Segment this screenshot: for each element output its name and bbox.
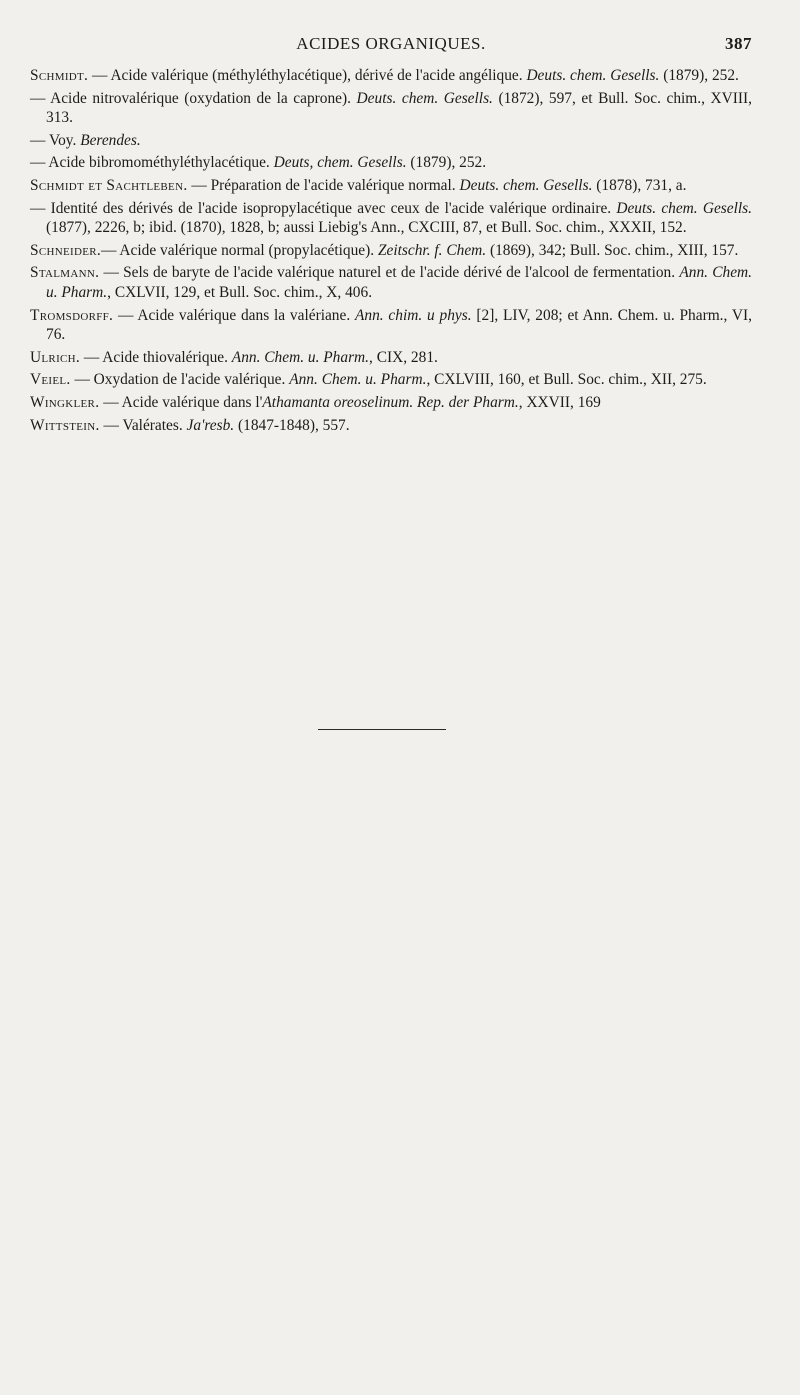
entry-text: — Sels de baryte de l'acide valérique naturel et de l'acide dérivé de l'alcool de fermentation. [99, 264, 680, 282]
entry-text: — Acide nitrovalérique (oxydation de la caprone). [30, 89, 357, 107]
bibliography-entry [30, 131, 752, 151]
page-header [30, 34, 752, 60]
entry-author: Wittstein. [30, 416, 100, 434]
page-number: 387 [725, 34, 752, 53]
bibliography-entry [30, 241, 752, 261]
entry-author: Schmidt et Sachtleben. [30, 176, 188, 194]
entry-reference: Ja'resb. [186, 416, 235, 434]
entry-tail: (1847-1848), 557. [234, 416, 350, 434]
entry-author: Tromsdorff. [30, 306, 114, 324]
entry-tail: (1872), 597, et Bull. Soc. chim., XVIII, 313. [46, 89, 752, 127]
bibliography-entry [30, 66, 752, 86]
entry-reference: Athamanta oreoselinum. Rep. der Pharm. [262, 393, 519, 411]
entry-text: — Voy. [30, 131, 81, 149]
entry-author: Wingkler. [30, 393, 100, 411]
entry-tail: , CXLVIII, 160, et Bull. Soc. chim., XII, 275. [426, 371, 707, 389]
entry-tail: (1869), 342; Bull. Soc. chim., XIII, 157. [486, 241, 739, 259]
entry-reference: Deuts. chem. Gesells. [356, 89, 493, 107]
entry-tail: , CXLVII, 129, et Bull. Soc. chim., X, 406. [107, 283, 373, 301]
entry-reference: Deuts, chem. Gesells. [273, 154, 407, 172]
section-divider [318, 729, 446, 730]
entry-tail: (1879), 252. [406, 154, 487, 172]
entry-reference: Berendes. [80, 131, 141, 149]
bibliography-entry [30, 370, 752, 390]
entry-text: — Identité des dérivés de l'acide isopropylacétique avec ceux de l'acide valérique ordinaire. [30, 199, 617, 217]
entry-author: Veiel. [30, 371, 71, 389]
entry-author: Schneider. [30, 241, 102, 259]
entry-reference: Ann. Chem. u. Pharm. [46, 264, 753, 301]
entry-tail: (1879), 252. [659, 67, 739, 84]
entry-text: — Oxydation de l'acide valérique. [70, 371, 290, 389]
entry-author: Ulrich. [30, 348, 81, 366]
entry-tail: [2], LIV, 208; et Ann. Chem. u. Pharm., VI, 76. [46, 306, 752, 344]
bibliography-entry [30, 393, 752, 413]
entry-text: — Acide valérique (méthyléthylacétique), dérivé de l'acide angélique. [88, 67, 527, 84]
bibliography-entry [30, 89, 752, 128]
entry-text: — Acide bibromométhyléthylacétique. [30, 154, 274, 172]
entry-reference: Deuts. chem. Gesells. [616, 199, 752, 217]
bibliography-entry [30, 263, 752, 302]
bibliography-entry [30, 306, 752, 345]
bibliography-entry [30, 153, 752, 173]
entry-text: — Acide thiovalérique. [80, 348, 232, 366]
entry-text: — Valérates. [99, 416, 187, 434]
entry-tail: , CIX, 281. [369, 348, 438, 366]
entry-text: — Acide valérique dans l' [99, 393, 263, 411]
bibliography-entry [30, 176, 752, 196]
entry-text: — Acide valérique dans la valériane. [113, 306, 355, 324]
entry-tail: (1877), 2226, b; ibid. (1870), 1828, b; aussi Liebig's Ann., CXCIII, 87, et Bull. Soc. chim., XXXII, 152. [46, 219, 687, 237]
entry-text: — Préparation de l'acide valérique normal. [187, 176, 460, 194]
entry-reference: Ann. Chem. u. Pharm. [231, 348, 370, 366]
entry-reference: Zeitschr. f. Chem. [377, 241, 487, 259]
entry-reference: Ann. chim. u phys. [354, 306, 472, 324]
bibliography-entry [30, 199, 752, 238]
running-title: ACIDES ORGANIQUES. [296, 34, 486, 53]
entry-text: — Acide valérique normal (propylacétique). [101, 241, 378, 259]
bibliography-entry [30, 348, 752, 368]
entry-reference: Deuts. chem. Gesells. [526, 67, 660, 84]
bibliography-list [30, 66, 752, 438]
entry-author: Stalmann. [30, 264, 100, 282]
entry-reference: Deuts. chem. Gesells. [459, 176, 593, 194]
entry-tail: , XXVII, 169 [518, 393, 601, 411]
bibliography-entry [30, 416, 752, 436]
entry-tail: (1878), 731, a. [592, 176, 687, 194]
entry-reference: Ann. Chem. u. Pharm. [289, 371, 427, 389]
entry-author: Schmidt. [30, 67, 89, 84]
